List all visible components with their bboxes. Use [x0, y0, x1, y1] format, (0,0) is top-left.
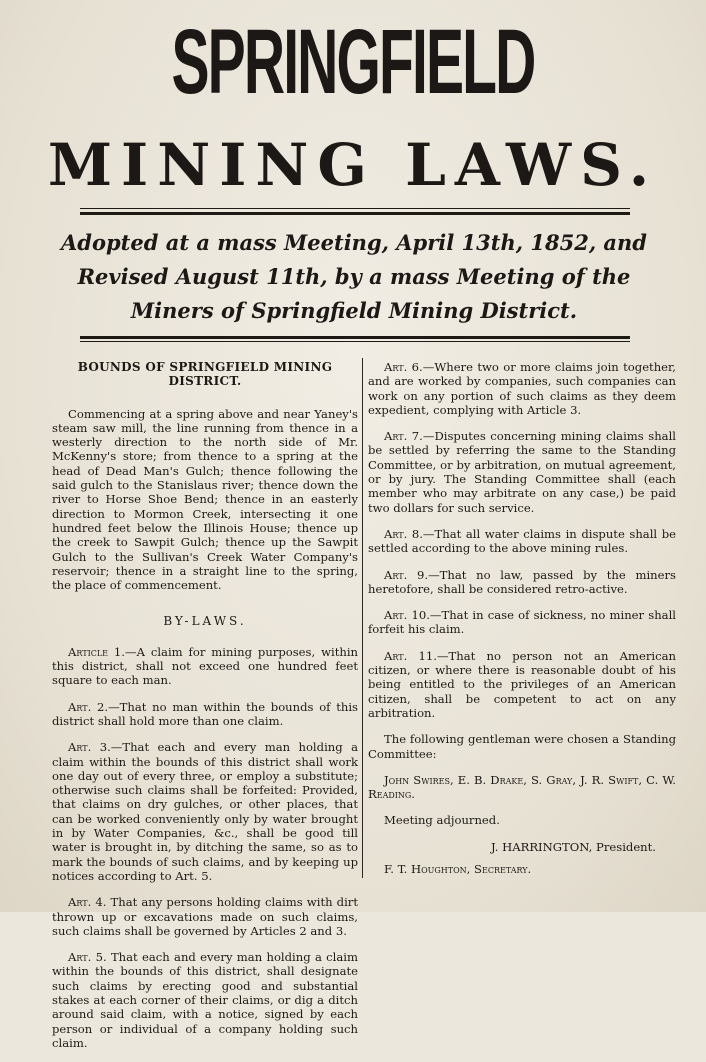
article-9: [368, 568, 676, 597]
article-text: —That all water claims in dispute shall be settled according to the above mining rules.: [368, 526, 676, 556]
article-label: Art. 9.: [384, 567, 429, 582]
article-label: Art. 7.: [384, 429, 423, 444]
bounds-text: Commencing at a spring above and near Yaney's steam saw mill, the line running from thence in a westerly direction to the north side of Mr. McKenny's store; from thence to a spring at the head of Dead Man's Gulch; thence following the said gulch to the Stanislaus river; thence down the river to Horse Shoe Bend; thence in an easterly direction to Mormon Creek, intersecting it one hundred feet below the Illinois House; thence up the creek to Sawpit Gulch; thence up the Sawpit Gulch to the Sullivan's Creek Water Company's reservoir; thence in a straight line to the spring, the place of commencement.: [52, 406, 358, 593]
mid-rule-thick: [80, 336, 630, 339]
article-text: —Disputes concerning mining claims shall be settled by referring the same to the Standing Committee, or by arbitration, on mutual agreement, or by jury. The Standing Committee shall (each member who may arbitrate on any case,) be paid two dollars for such service.: [368, 429, 676, 515]
body-columns: [52, 360, 678, 1050]
article-label: Art. 5.: [68, 950, 107, 965]
article-text: —Where two or more claims join together, and are worked by companies, such companies can work on any portion of such claims as they deem expedient, complying with Article 3.: [368, 360, 676, 417]
article-10: [368, 608, 676, 637]
article-text: —That each and every man holding a claim within the bounds of this district shall work one day out of every three, or employ a substitute; otherwise such claims shall be forfeited: Provided, that claims on dry gulches, or other places, that can be worked conveniently only by water brought in by Water Companies, &c., shall be good till water is brought in, by ditching the same, so as to mark the bounds of such claims, and by keeping up notices according to Art. 5.: [52, 740, 358, 883]
top-rule-thin: [80, 208, 630, 209]
subtitle-line-1: Adopted at a mass Meeting, April 13th, 1852, and: [60, 230, 647, 255]
article-label: Art. 3.: [68, 740, 111, 755]
article-text: —That no person not an American citizen, or where there is reasonable doubt of his being entitled to the privileges of an American citizen, shall be competent to act on any arbitration.: [368, 648, 676, 720]
article-text: —That no man within the bounds of this district shall hold more than one claim.: [52, 699, 358, 728]
article-text: That each and every man holding a claim within the bounds of this district, shall designate such claims by erecting good and substantial stakes at each corner of their claims, or dig a ditch around said claim, with a notice, signed by each person or individual of a company holding such claim.: [52, 950, 358, 1050]
article-text: —That in case of sickness, no miner shall forfeit his claim.: [368, 608, 676, 637]
bounds-heading: BOUNDS OF SPRINGFIELD MINING DISTRICT.: [77, 360, 333, 389]
subtitle-line-2: Revised August 11th, by a mass Meeting of the: [77, 264, 631, 289]
bylaws-heading: BY-LAWS.: [163, 614, 247, 629]
article-text: —That no law, passed by the miners heretofore, shall be considered retro-active.: [368, 567, 676, 596]
article-4: [52, 895, 358, 938]
article-3: [52, 740, 358, 883]
article-1: [52, 645, 358, 688]
article-label: Art. 4.: [68, 895, 107, 910]
left-column: [52, 360, 358, 1062]
article-2: [52, 700, 358, 729]
secretary-signature: F. T. Houghton, Secretary.: [384, 862, 532, 877]
top-rule-thick: [80, 212, 630, 215]
subtitle-line-3: Miners of Springfield Mining District.: [130, 298, 578, 323]
article-label: Art. 8.: [384, 526, 423, 541]
article-label: Art. 2.: [68, 699, 109, 714]
article-label: Article 1.: [68, 644, 125, 659]
article-label: Art. 10.: [384, 608, 430, 623]
article-label: Art. 6.: [384, 360, 423, 374]
mid-rule-thin: [80, 341, 630, 342]
article-text: That any persons holding claims with dirt thrown up or excavations made on such claims, such claims shall be governed by Articles 2 and 3.: [52, 895, 358, 938]
subtitle: [30, 226, 678, 328]
article-11: [368, 649, 676, 720]
committee-members: John Swires, E. B. Drake, S. Gray, J. R. Swift, C. W. Reading.: [368, 772, 676, 802]
right-column: [368, 360, 676, 888]
article-8: [368, 527, 676, 556]
title-mining-laws: MINING LAWS.: [47, 131, 659, 199]
article-label: Art. 11.: [384, 648, 437, 663]
article-7: [368, 429, 676, 515]
article-text: —A claim for mining purposes, within this district, shall not exceed one hundred feet square to each man.: [52, 644, 358, 688]
president-signature: J. HARRINGTON, President.: [490, 839, 656, 854]
article-6: [368, 360, 676, 417]
article-5: [52, 950, 358, 1050]
meeting-adjourned: Meeting adjourned.: [384, 813, 500, 828]
committee-intro: The following gentleman were chosen a Standing Committee:: [368, 732, 676, 761]
title-springfield: SPRINGFIELD: [171, 11, 535, 113]
